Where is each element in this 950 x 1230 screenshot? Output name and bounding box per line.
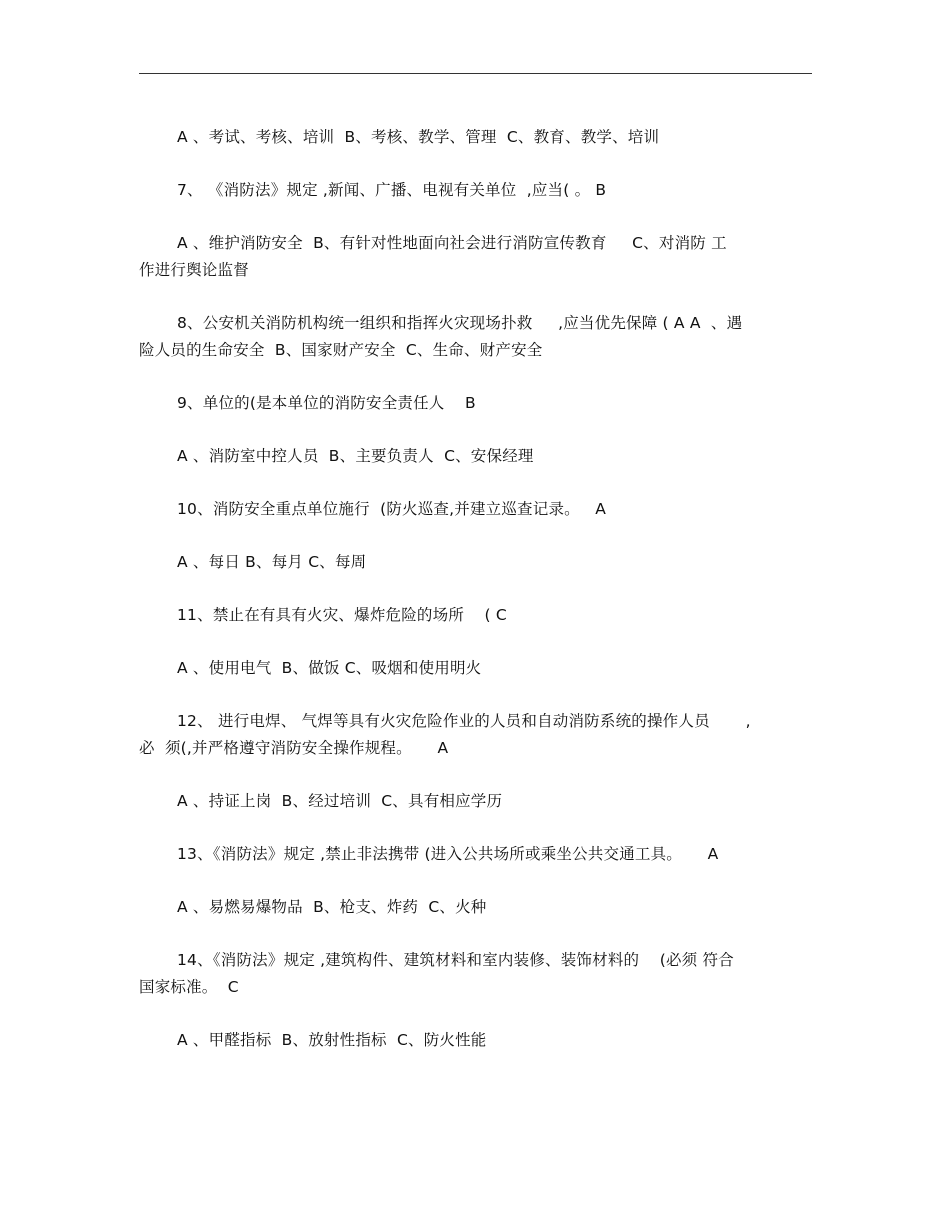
question-paragraph (139, 124, 811, 151)
question-paragraph (139, 310, 811, 364)
header-rule (139, 73, 812, 74)
paragraph-line: A 、每日 B、每月 C、每周 (177, 553, 367, 571)
paragraph-line: A 、使用电气 B、做饭 C、吸烟和使用明火 (177, 659, 482, 677)
question-paragraph (139, 788, 811, 815)
paragraph-line: 作进行舆论监督 (139, 261, 249, 279)
paragraph-line: 10、消防安全重点单位施行 (防火巡查,并建立巡查记录。 A (177, 500, 607, 518)
paragraph-line: A 、甲醛指标 B、放射性指标 C、防火性能 (177, 1031, 487, 1049)
paragraph-line: A 、易燃易爆物品 B、枪支、炸药 C、火种 (177, 898, 487, 916)
paragraph-line: 12、 进行电焊、 气焊等具有火灾危险作业的人员和自动消防系统的操作人员 , (177, 712, 751, 730)
paragraph-line: 11、禁止在有具有火灾、爆炸危险的场所 ( C (177, 606, 507, 624)
paragraph-line: A 、消防室中控人员 B、主要负责人 C、安保经理 (177, 447, 534, 465)
question-paragraph (139, 655, 811, 682)
paragraph-line: 国家标准。 C (139, 978, 239, 996)
question-paragraph (139, 1027, 811, 1054)
paragraph-line: A 、考试、考核、培训 B、考核、教学、管理 C、教育、教学、培训 (177, 128, 660, 146)
paragraph-line: 8、公安机关消防机构统一组织和指挥火灾现场扑救 ,应当优先保障 ( A A 、遇 (177, 314, 743, 332)
question-paragraph (139, 602, 811, 629)
paragraph-line: 7、 《消防法》规定 ,新闻、广播、电视有关单位 ,应当( 。 B (177, 181, 607, 199)
paragraph-line: 险人员的生命安全 B、国家财产安全 C、生命、财产安全 (139, 341, 543, 359)
question-paragraph (139, 496, 811, 523)
question-paragraph (139, 443, 811, 470)
question-paragraph (139, 894, 811, 921)
paragraph-line: 9、单位的(是本单位的消防安全责任人 B (177, 394, 476, 412)
paragraph-line: 14、《消防法》规定 ,建筑构件、建筑材料和室内装修、装饰材料的 (必须 符合 (177, 951, 734, 969)
question-paragraph (139, 390, 811, 417)
question-paragraph (139, 230, 811, 284)
question-paragraph (139, 841, 811, 868)
question-paragraph (139, 549, 811, 576)
document-body (139, 124, 811, 1080)
question-paragraph (139, 947, 811, 1001)
paragraph-line: A 、持证上岗 B、经过培训 C、具有相应学历 (177, 792, 503, 810)
question-paragraph (139, 708, 811, 762)
paragraph-line: 必 须(,并严格遵守消防安全操作规程。 A (139, 739, 449, 757)
paragraph-line: A 、维护消防安全 B、有针对性地面向社会进行消防宣传教育 C、对消防 工 (177, 234, 727, 252)
paragraph-line: 13、《消防法》规定 ,禁止非法携带 (进入公共场所或乘坐公共交通工具。 A (177, 845, 719, 863)
question-paragraph (139, 177, 811, 204)
